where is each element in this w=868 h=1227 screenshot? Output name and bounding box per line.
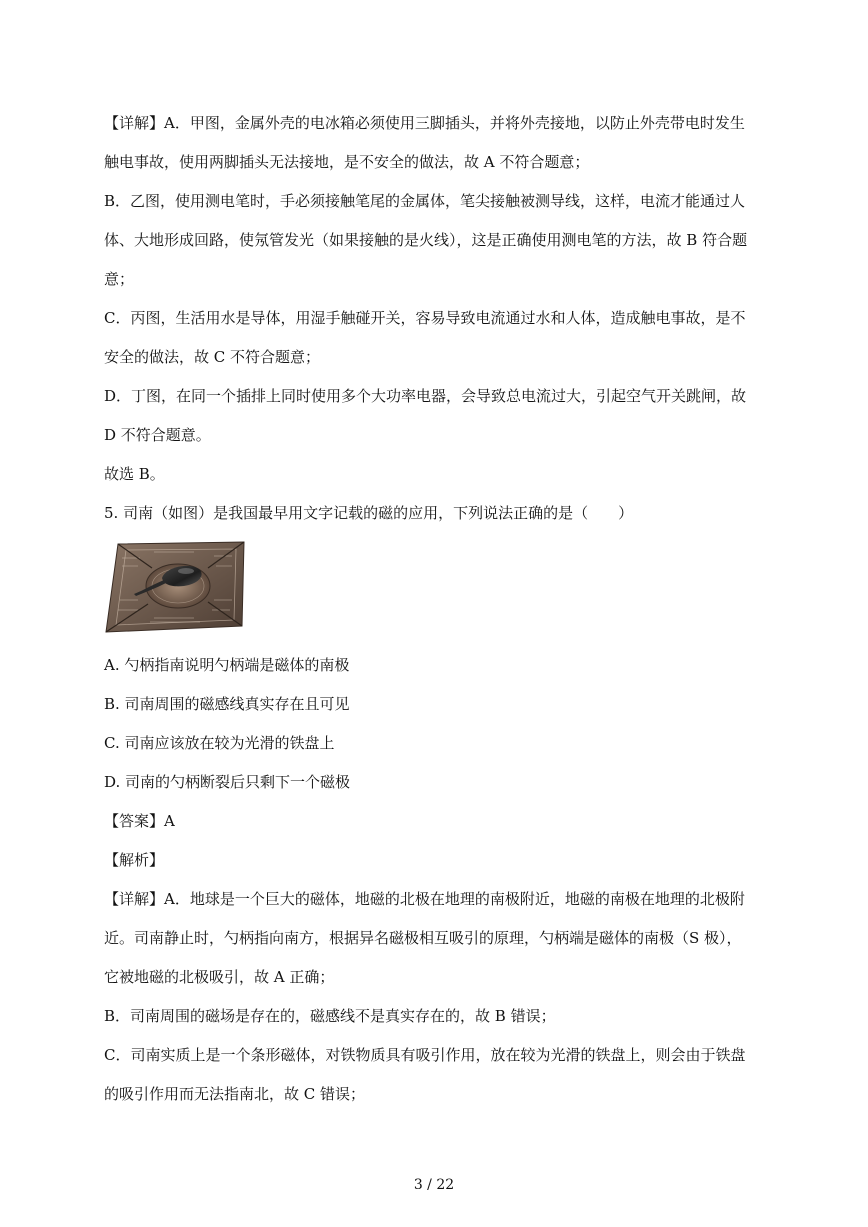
option-c: C. 司南应该放在较为光滑的铁盘上 [104,734,335,752]
text-line: 近。司南静止时，勺柄指向南方，根据异名磁极相互吸引的原理，勺柄端是磁体的南极（S 极）， [104,929,742,947]
text-line: B．乙图，使用测电笔时，手必须接触笔尾的金属体，笔尖接触被测导线，这样，电流才能通过人 [104,192,746,210]
text-line: 触电事故，使用两脚插头无法接地，是不安全的做法，故 A 不符合题意； [104,153,590,171]
analysis-label: 【解析】 [104,851,165,869]
text-line: C．丙图，生活用水是导体，用湿手触碰开关，容易导致电流通过水和人体，造成触电事故，是不 [104,309,746,327]
text-line: 它被地磁的北极吸引，故 A 正确； [104,968,335,986]
option-d: D. 司南的勺柄断裂后只剩下一个磁极 [104,773,351,791]
sinan-compass-icon [104,540,248,634]
text-line: 意； [104,270,135,288]
option-a: A. 勺柄指南说明勺柄端是磁体的南极 [104,656,350,674]
question-stem: 5. 司南（如图）是我国最早用文字记载的磁的应用，下列说法正确的是（ ） [104,504,634,522]
text-line: D 不符合题意。 [104,426,211,444]
option-b: B. 司南周围的磁感线真实存在且可见 [104,695,350,713]
text-line: 的吸引作用而无法指南北，故 C 错误； [104,1085,366,1103]
text-line: 体、大地形成回路，使氖管发光（如果接触的是火线），这是正确使用测电笔的方法，故 B 符合题 [104,231,748,249]
page-number: 3 / 22 [413,1177,455,1193]
text-line: 故选 B。 [104,465,165,483]
text-line: C．司南实质上是一个条形磁体，对铁物质具有吸引作用，放在较为光滑的铁盘上，则会由于铁盘 [104,1046,746,1064]
answer-label: 【答案】A [104,812,175,830]
text-line: 【详解】A．甲图，金属外壳的电冰箱必须使用三脚插头，并将外壳接地，以防止外壳带电时发生 [104,114,745,132]
text-line: B．司南周围的磁场是存在的，磁感线不是真实存在的，故 B 错误； [104,1007,556,1025]
text-line: 安全的做法，故 C 不符合题意； [104,348,321,366]
text-line: D．丁图，在同一个插排上同时使用多个大功率电器，会导致总电流过大，引起空气开关跳闸，故 [104,387,747,405]
text-line: 【详解】A．地球是一个巨大的磁体，地磁的北极在地理的南极附近，地磁的南极在地理的北极附 [104,890,745,908]
